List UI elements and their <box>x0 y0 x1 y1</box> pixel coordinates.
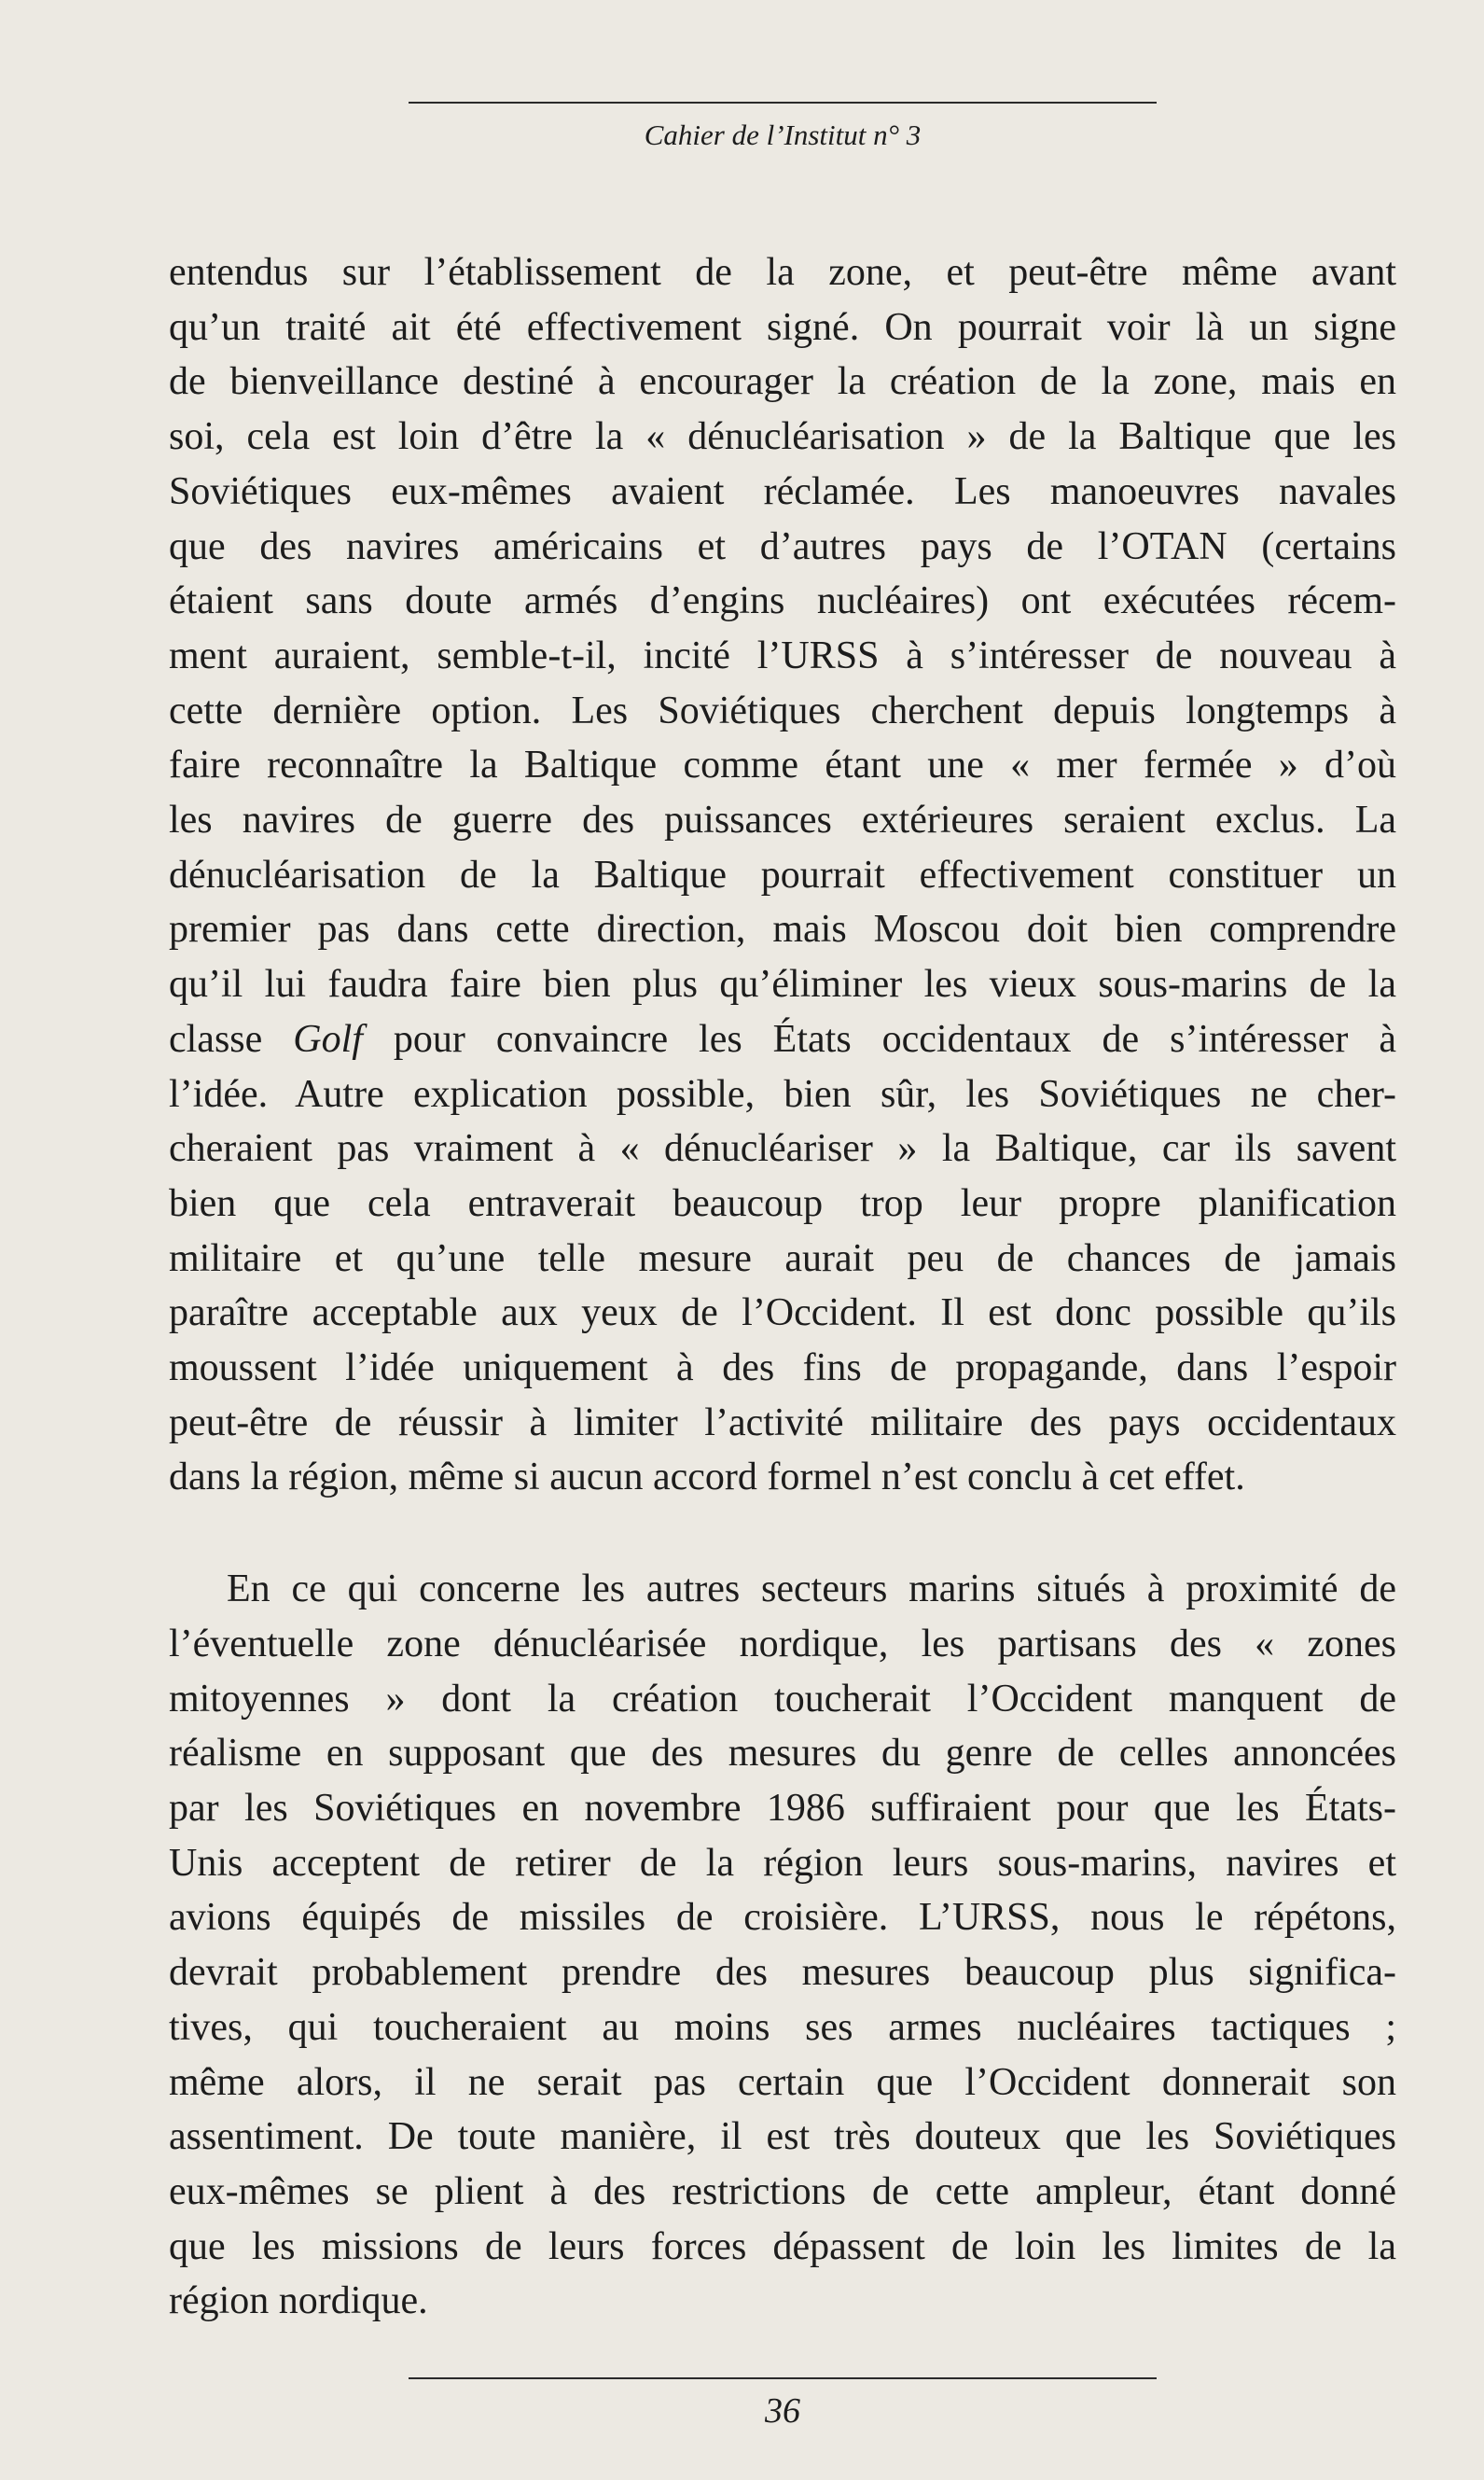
text-line: qu’il lui faudra faire bien plus qu’éliminer les vieux sous-marins de la <box>169 963 1396 1007</box>
text-line: soi, cela est loin d’être la « dénucléarisation » de la Baltique que les <box>169 415 1396 459</box>
paragraph-1 <box>169 245 1396 1505</box>
text-line: eux-mêmes se plient à des restrictions de cette ampleur, étant donné <box>169 2169 1396 2213</box>
text-line: paraître acceptable aux yeux de l’Occident. Il est donc possible qu’ils <box>169 1291 1396 1335</box>
footer-rule <box>409 2377 1157 2379</box>
text-line: l’éventuelle zone dénucléarisée nordique, les partisans des « zones <box>169 1622 1396 1665</box>
text-line: l’idée. Autre explication possible, bien sûr, les Soviétiques ne cher- <box>169 1072 1396 1116</box>
text-line: dans la région, même si aucun accord formel n’est conclu à cet effet. <box>169 1456 1245 1499</box>
text-line: militaire et qu’une telle mesure aurait peu de chances de jamais <box>169 1236 1396 1280</box>
text-line: assentiment. De toute manière, il est très douteux que les Soviétiques <box>169 2115 1396 2159</box>
text-line: que les missions de leurs forces dépassent de loin les limites de la <box>169 2224 1396 2268</box>
text-run: pour convaincre les États occidentaux de s’intéresser à <box>362 1017 1396 1061</box>
text-line: Soviétiques eux-mêmes avaient réclamée. Les manoeuvres navales <box>169 469 1396 513</box>
paragraph-2 <box>169 1562 1396 2329</box>
text-line: les navires de guerre des puissances extérieures seraient exclus. La <box>169 799 1396 843</box>
header-rule <box>409 102 1157 104</box>
page-number: 36 <box>765 2391 800 2431</box>
text-line: avions équipés de missiles de croisière. L’URSS, nous le répétons, <box>169 1896 1396 1940</box>
text-line: dénucléarisation de la Baltique pourrait effectivement constituer un <box>169 853 1396 897</box>
text-line: Unis acceptent de retirer de la région leurs sous-marins, navires et <box>169 1841 1396 1885</box>
body-text <box>169 245 1396 2329</box>
text-line: bien que cela entraverait beaucoup trop leur propre planification <box>169 1181 1396 1225</box>
text-line: même alors, il ne serait pas certain que l’Occident donnerait son <box>169 2060 1396 2104</box>
text-line: mitoyennes » dont la création toucherait l’Occident manquent de <box>169 1677 1396 1721</box>
text-line: faire reconnaître la Baltique comme étant une « mer fermée » d’où <box>169 744 1396 787</box>
text-line: réalisme en supposant que des mesures du genre de celles annoncées <box>169 1732 1396 1776</box>
text-run: classe <box>169 1017 294 1061</box>
text-line: devrait probablement prendre des mesures beaucoup plus significa- <box>169 1951 1396 1995</box>
text-line: qu’un traité ait été effectivement signé. On pourrait voir là un signe <box>169 305 1396 349</box>
text-line: cheraient pas vraiment à « dénucléariser » la Baltique, car ils savent <box>169 1127 1396 1171</box>
italic-term: Golf <box>293 1017 363 1061</box>
text-line: par les Soviétiques en novembre 1986 suffiraient pour que les États- <box>169 1786 1396 1830</box>
text-line-with-italic <box>169 1012 1396 1067</box>
text-line: étaient sans doute armés d’engins nucléaires) ont exécutées récem- <box>169 579 1396 623</box>
text-line: ment auraient, semble-t-il, incité l’URSS à s’intéresser de nouveau à <box>169 634 1396 677</box>
text-line: En ce qui concerne les autres secteurs marins situés à proximité de <box>227 1567 1396 1611</box>
text-line: cette dernière option. Les Soviétiques cherchent depuis longtemps à <box>169 689 1396 732</box>
text-line: entendus sur l’établissement de la zone, et peut-être même avant <box>169 251 1396 294</box>
running-title: Cahier de l’Institut n° 3 <box>644 118 922 151</box>
text-line: que des navires américains et d’autres pays de l’OTAN (certains <box>169 524 1396 568</box>
text-line: de bienveillance destiné à encourager la création de la zone, mais en <box>169 360 1396 404</box>
text-line: peut-être de réussir à limiter l’activité militaire des pays occidentaux <box>169 1400 1396 1444</box>
text-line: région nordique. <box>169 2279 428 2323</box>
text-line: tives, qui toucheraient au moins ses armes nucléaires tactiques ; <box>169 2005 1396 2049</box>
text-line: premier pas dans cette direction, mais Moscou doit bien comprendre <box>169 908 1396 952</box>
text-line: moussent l’idée uniquement à des fins de propagande, dans l’espoir <box>169 1346 1396 1390</box>
